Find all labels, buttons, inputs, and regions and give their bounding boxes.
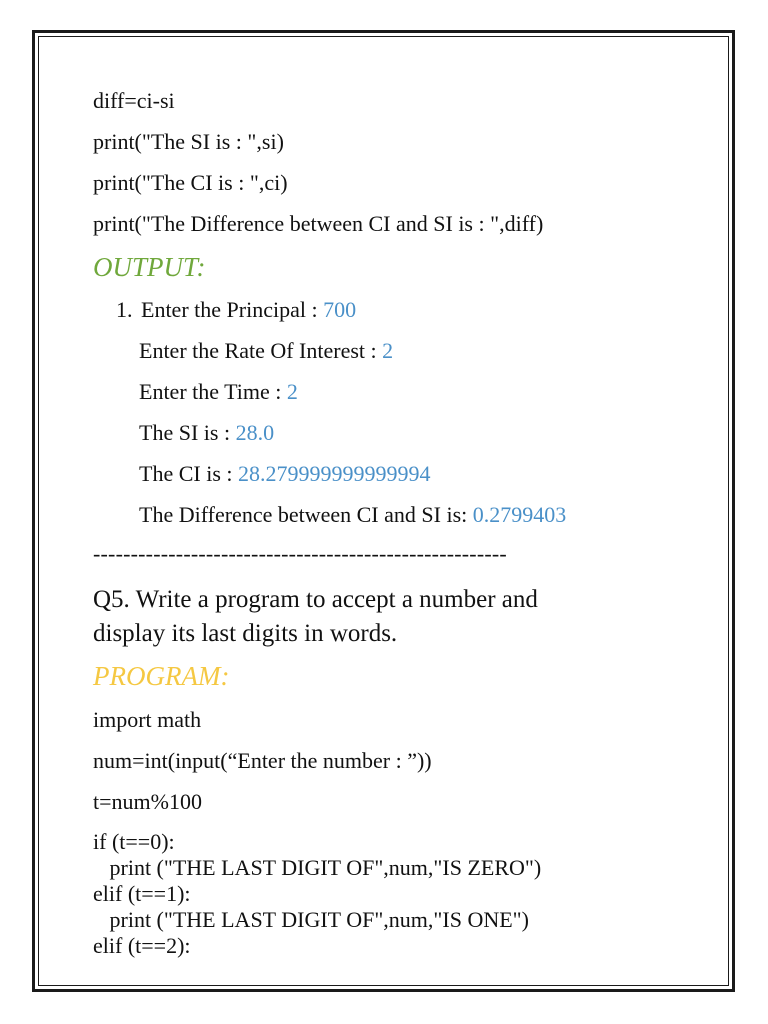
code-line: print ("THE LAST DIGIT OF",num,"IS ZERO")	[93, 855, 542, 880]
code-line: import math	[93, 707, 202, 732]
output-label: Enter the Principal :	[141, 297, 324, 322]
code-line: print("The CI is : ",ci)	[93, 170, 288, 195]
question-text: Q5. Write a program to accept a number and	[93, 586, 538, 613]
output-row	[139, 338, 393, 364]
output-value: 0.2799403	[472, 502, 567, 527]
output-list-number: 1.	[116, 297, 133, 322]
output-label: The CI is :	[139, 461, 238, 486]
output-label: The Difference between CI and SI is:	[139, 502, 473, 527]
output-value: 28.279999999999994	[238, 461, 431, 486]
output-row	[139, 379, 298, 405]
code-line: print ("THE LAST DIGIT OF",num,"IS ONE")	[93, 907, 529, 932]
separator-line: -------------------------------------------------------	[93, 541, 507, 566]
output-value: 2	[382, 338, 394, 363]
output-value: 2	[286, 379, 298, 404]
program-heading: PROGRAM:	[93, 661, 230, 691]
code-line: if (t==0):	[93, 829, 175, 854]
code-line: num=int(input(“Enter the number : ”))	[93, 748, 432, 773]
output-label: Enter the Rate Of Interest :	[139, 338, 383, 363]
output-row	[139, 461, 431, 487]
output-row	[139, 502, 566, 528]
output-heading: OUTPUT:	[93, 252, 206, 282]
output-label: The SI is :	[139, 420, 236, 445]
code-line: diff=ci-si	[93, 88, 175, 113]
output-value: 28.0	[235, 420, 275, 445]
code-line: elif (t==2):	[93, 933, 191, 958]
code-line: print("The SI is : ",si)	[93, 129, 284, 154]
output-label: Enter the Time :	[139, 379, 287, 404]
output-row	[139, 420, 274, 446]
output-row	[141, 297, 356, 323]
code-line: elif (t==1):	[93, 881, 191, 906]
code-line: print("The Difference between CI and SI is : ",diff)	[93, 211, 544, 236]
output-value: 700	[323, 297, 357, 322]
code-line: t=num%100	[93, 789, 202, 814]
question-text: display its last digits in words.	[93, 620, 398, 647]
